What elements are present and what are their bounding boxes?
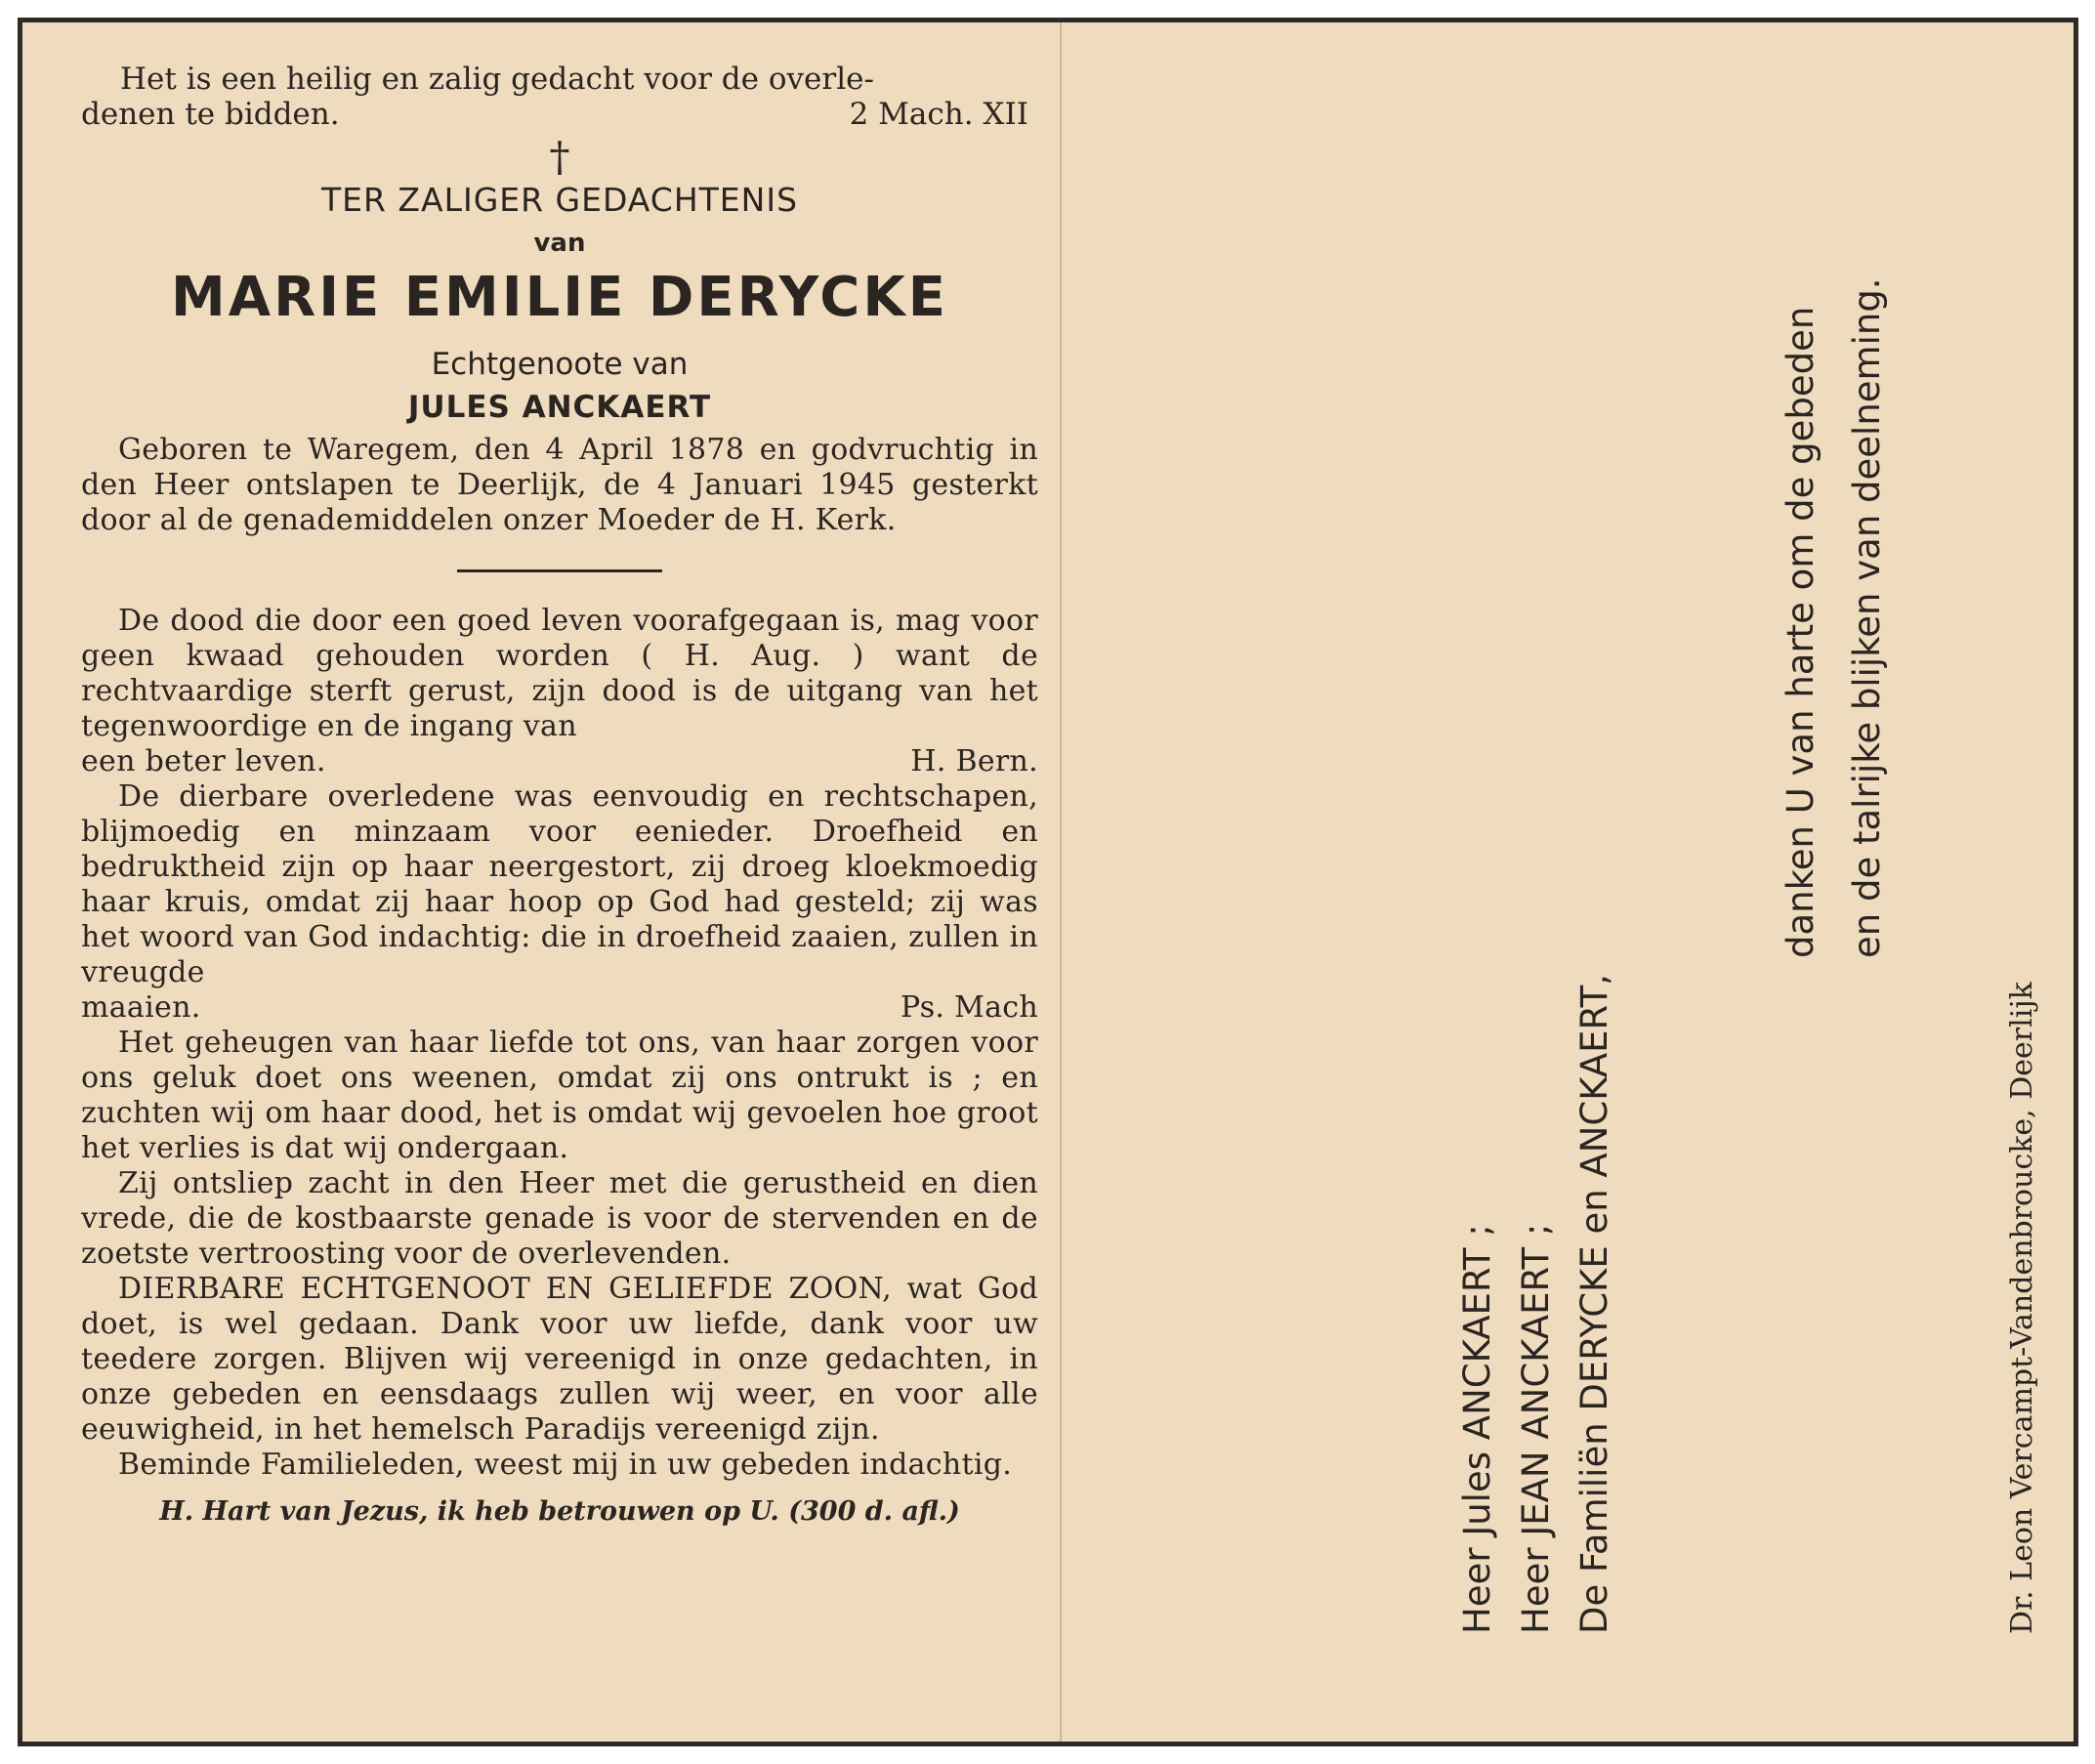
mourner-3: De Familiën DERYCKE en ANCKAERT, bbox=[1573, 974, 1615, 1634]
paragraph-3: Het geheugen van haar liefde tot ons, van haar zorgen voor ons geluk doet ons weenen, omdat zij ons ontrukt is ; en zuchten wij om haar dood, het is omdat wij gevoelen hoe groot het verlies is dat wij ondergaan. bbox=[81, 1026, 1038, 1165]
printer-credit: Dr. Leon Vercampt-Vandenbroucke, Deerlijk bbox=[2005, 982, 2039, 1634]
paragraph-2-ref: Ps. Mach bbox=[901, 990, 1038, 1025]
closing-prayer: H. Hart van Jezus, ik heb betrouwen op U. (300 d. afl.) bbox=[159, 1496, 960, 1527]
left-panel bbox=[81, 62, 1038, 1712]
card-fold bbox=[1060, 22, 1062, 1742]
biography: Geboren te Waregem, den 4 April 1878 en godvruchtig in den Heer ontslapen te Deerlijk, de 4 Januari 1945 gesterkt door al de genademiddelen onzer Moeder de H. Kerk. bbox=[81, 433, 1038, 537]
mourners-list bbox=[1448, 974, 1624, 1634]
memorial-card bbox=[18, 18, 2078, 1746]
epigraph-reference: 2 Mach. XII bbox=[849, 97, 1028, 132]
paragraph-4: Zij ontsliep zacht in den Heer met die gerustheid en dien vrede, die de kostbaarste genade is voor de stervenden en de zoetste vertroosting voor de overlevenden. bbox=[81, 1166, 1038, 1271]
memorial-heading: TER ZALIGER GEDACHTENIS bbox=[320, 181, 799, 219]
thanks-text bbox=[1768, 277, 1901, 958]
memorial-text bbox=[81, 604, 1038, 1483]
paragraph-1-ref: H. Bern. bbox=[910, 744, 1038, 778]
paragraph-6: Beminde Familieleden, weest mij in uw gebeden indachtig. bbox=[118, 1448, 1013, 1482]
thanks-line-1: danken U van harte om de gebeden bbox=[1780, 306, 1822, 958]
paragraph-2-end: maaien. bbox=[81, 990, 201, 1025]
epigraph-line2: denen te bidden. bbox=[81, 97, 340, 132]
deceased-name: MARIE EMILIE DERYCKE bbox=[171, 266, 948, 329]
paragraph-1-end: een beter leven. bbox=[81, 744, 326, 778]
thanks-line-2: en de talrijke blijken van deelneming. bbox=[1846, 277, 1888, 958]
spouse-name: JULES ANCKAERT bbox=[407, 390, 712, 425]
divider bbox=[457, 569, 662, 572]
mourner-2: Heer JEAN ANCKAERT ; bbox=[1515, 1223, 1557, 1634]
paragraph-1: De dood die door een goed leven voorafgegaan is, mag voor geen kwaad gehouden worden ( H. Aug. ) want de rechtvaardige sterft gerust, zijn dood is de uitgang van het tegenwoordige en de ingang van bbox=[81, 604, 1038, 743]
van-label: van bbox=[533, 229, 586, 258]
epigraph-line1: Het is een heilig en zalig gedacht voor de overle- bbox=[120, 62, 874, 97]
epigraph bbox=[81, 62, 1038, 132]
cross-icon: † bbox=[549, 133, 570, 181]
spouse-label: Echtgenoote van bbox=[431, 347, 689, 382]
mourner-1: Heer Jules ANCKAERT ; bbox=[1456, 1224, 1498, 1634]
paragraph-2: De dierbare overledene was eenvoudig en rechtschapen, blijmoedig en minzaam voor eenieder. Droefheid en bedruktheid zijn op haar neergestort, zij droeg kloekmoedig haar kruis, omdat zij haar hoop op God had gesteld; zij was het woord van God indachtig: die in droefheid zaaien, zullen in vreugde bbox=[81, 779, 1038, 989]
paragraph-5: DIERBARE ECHTGENOOT EN GELIEFDE ZOON, wat God doet, is wel gedaan. Dank voor uw liefde, dank voor uw teedere zorgen. Blijven wij vereenigd in onze gedachten, in onze gebeden en eensdaags zullen wij weer, en voor alle eeuwigheid, in het hemelsch Paradijs vereenigd zijn. bbox=[81, 1272, 1038, 1447]
